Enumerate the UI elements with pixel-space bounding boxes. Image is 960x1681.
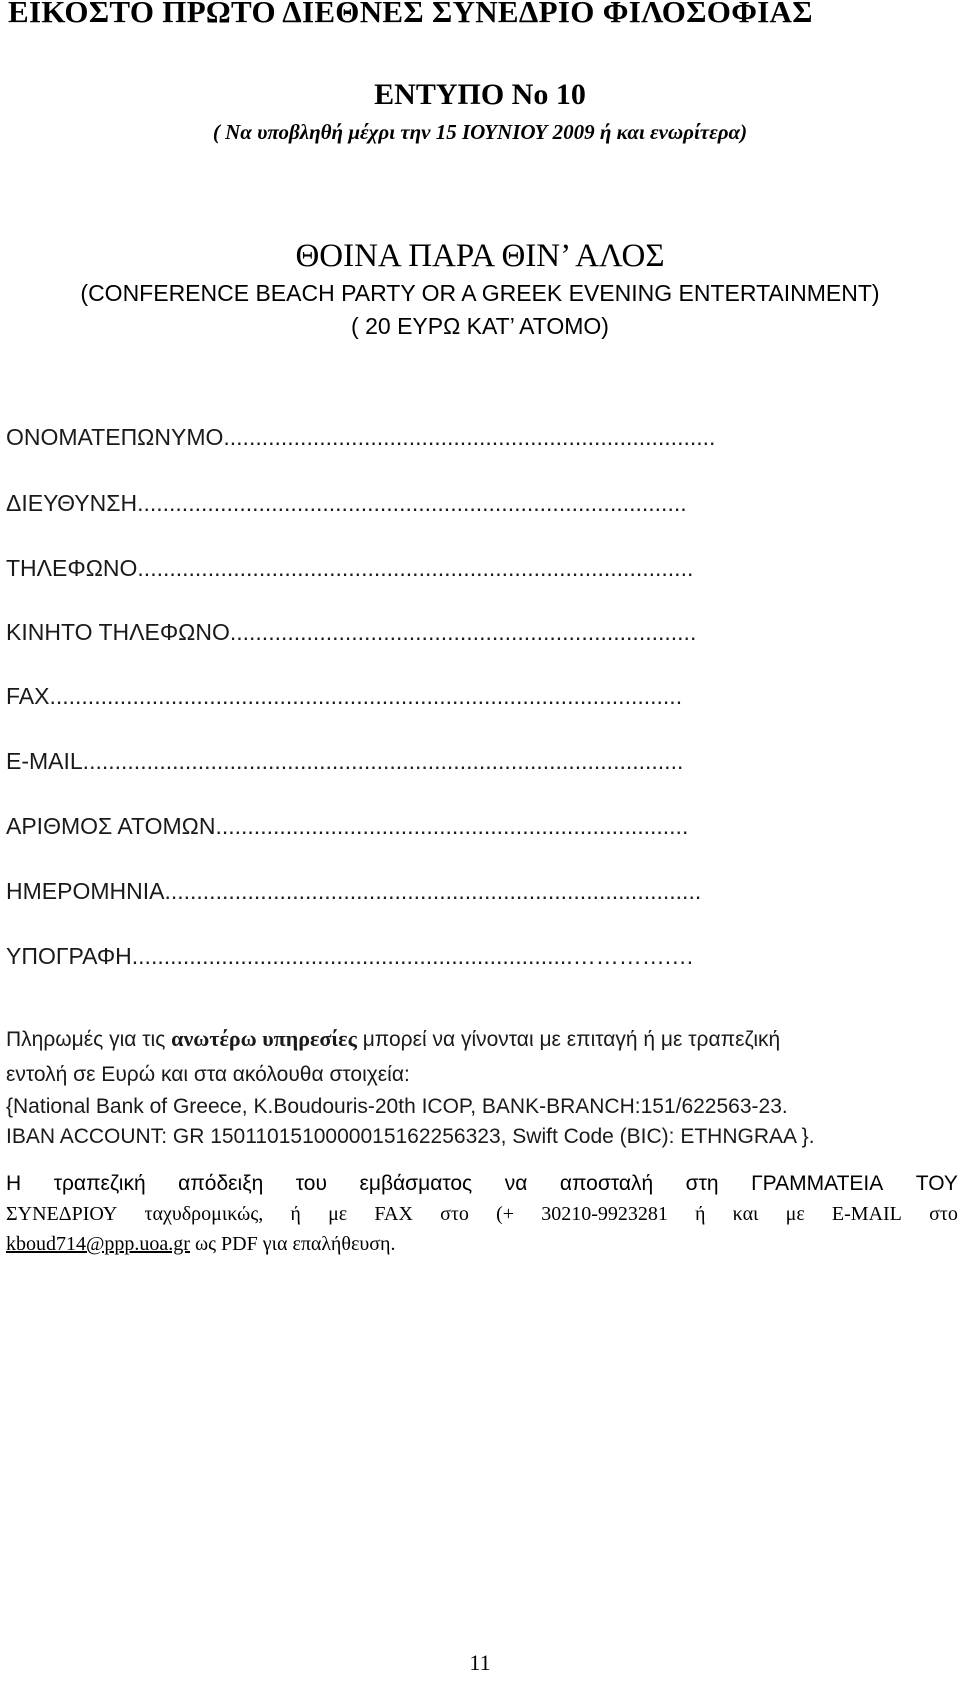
field-phone[interactable]: ΤΗΛΕΦΩΝΟ....................................................................................... bbox=[6, 555, 694, 581]
line1-word: αποσταλή bbox=[559, 1172, 654, 1195]
line2-word: ΣΥΝΕΔΡΙΟΥ bbox=[6, 1203, 118, 1225]
payment-intro-before: Πληρωμές για τις bbox=[6, 1028, 172, 1051]
event-price: ( 20 ΕΥΡΩ ΚΑΤ’ ΑΤΟΜΟ) bbox=[351, 313, 609, 339]
receipt-line-3-rest: ως PDF για επαλήθευση. bbox=[189, 1233, 396, 1255]
event-subtitle: (CONFERENCE BEACH PARTY OR A GREEK EVENING ENTERTAINMENT) bbox=[80, 280, 880, 306]
submission-deadline: ( Να υποβληθή μέχρι την 15 ΙΟΥΝΙΟΥ 2009 ή και ενωρίτερα) bbox=[212, 120, 748, 144]
field-full-name[interactable]: ΟΝΟΜΑΤΕΠΩΝΥΜΟ............................................................................. bbox=[6, 424, 716, 450]
page-number: 11 bbox=[469, 1650, 491, 1675]
form-number: ΕΝΤΥΠΟ No 10 bbox=[374, 78, 586, 111]
line1-word: ΓΡΑΜΜΑΤΕΙΑ bbox=[751, 1172, 884, 1195]
line2-word: 30210-9923281 bbox=[541, 1203, 668, 1225]
line1-word: Η bbox=[6, 1172, 22, 1195]
line2-word: FAX bbox=[374, 1203, 413, 1225]
line1-word: ΤΟΥ bbox=[915, 1172, 958, 1195]
line2-word: και bbox=[732, 1203, 759, 1225]
line1-word: να bbox=[504, 1172, 528, 1195]
line2-word: ταχυδρομικώς, bbox=[144, 1203, 264, 1225]
field-fax[interactable]: FAX................................................................................................... bbox=[6, 683, 683, 709]
receipt-line-2 bbox=[6, 1203, 958, 1226]
field-email[interactable]: E-MAIL.............................................................................................. bbox=[6, 748, 684, 774]
receipt-line-1 bbox=[6, 1172, 958, 1196]
line1-word: τραπεζική bbox=[53, 1172, 146, 1195]
line2-word: E-MAIL bbox=[831, 1203, 902, 1225]
line2-word: ή bbox=[290, 1203, 301, 1225]
conference-title: ΕΙΚΟΣΤΟ ΠΡΩΤΟ ΔΙΕΘΝΕΣ ΣΥΝΕΔΡΙΟ ΦΙΛΟΣΟΦΙΑΣ bbox=[8, 0, 813, 29]
payment-intro-after: μπορεί να γίνονται με επιταγή ή με τραπεζική bbox=[356, 1028, 781, 1051]
field-signature[interactable]: ΥΠΟΓΡΑΦΗ.....................................................................………….… bbox=[6, 943, 695, 969]
field-address[interactable]: ΔΙΕΥΘΥΝΣΗ...................................................................................... bbox=[6, 490, 687, 516]
payment-intro bbox=[6, 1026, 780, 1052]
line2-word: στο bbox=[929, 1203, 958, 1225]
iban-details: IBAN ACCOUNT: GR 1501101510000015162256323, Swift Code (BIC): ETHNGRAA }. bbox=[6, 1125, 815, 1148]
line1-word: του bbox=[295, 1172, 327, 1195]
secretariat-email-link[interactable]: kboud714@ppp.uoa.gr bbox=[6, 1233, 190, 1255]
event-title: ΘΟΙΝΑ ΠΑΡΑ ΘΙΝ’ ΑΛΟΣ bbox=[295, 238, 665, 274]
line2-word: στο bbox=[440, 1203, 469, 1225]
line2-word: με bbox=[785, 1203, 805, 1225]
line2-word: (+ bbox=[496, 1203, 515, 1225]
field-date[interactable]: ΗΜΕΡΟΜΗΝΙΑ.................................................................................... bbox=[6, 878, 702, 904]
bank-details: {National Bank of Greece, K.Boudouris-20th ICOP, BANK-BRANCH:151/622563-23. bbox=[6, 1095, 788, 1118]
line1-word: στη bbox=[685, 1172, 719, 1195]
field-number-of-persons[interactable]: ΑΡΙΘΜΟΣ ΑΤΟΜΩΝ.......................................................................... bbox=[6, 813, 689, 839]
payment-intro-line2: εντολή σε Ευρώ και στα ακόλουθα στοιχεία: bbox=[6, 1063, 410, 1086]
line1-word: εμβάσματος bbox=[359, 1172, 473, 1195]
line1-word: απόδειξη bbox=[178, 1172, 264, 1195]
line2-word: με bbox=[328, 1203, 348, 1225]
field-mobile-phone[interactable]: ΚΙΝΗΤΟ ΤΗΛΕΦΩΝΟ......................................................................... bbox=[6, 619, 697, 645]
line2-word: ή bbox=[695, 1203, 706, 1225]
payment-intro-bold: ανωτέρω υπηρεσίες bbox=[171, 1026, 357, 1051]
receipt-line-3 bbox=[6, 1233, 396, 1256]
